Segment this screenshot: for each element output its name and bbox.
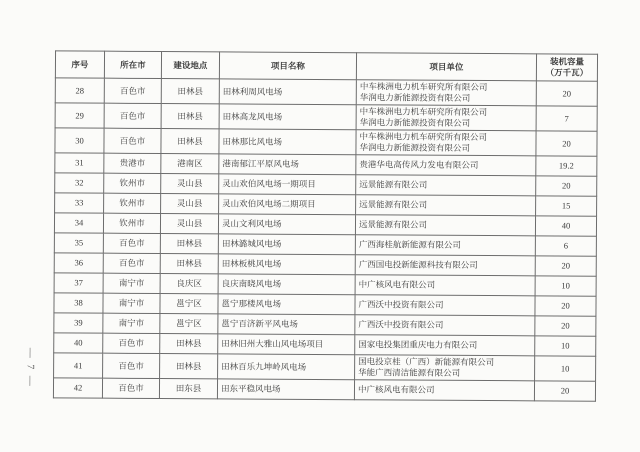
cell-location: 邕宁区 — [160, 294, 218, 314]
cell-city: 钦州市 — [103, 213, 160, 233]
cell-capacity: 20 — [534, 381, 595, 401]
cell-city: 钦州市 — [104, 193, 161, 213]
cell-seq-no: 37 — [54, 273, 103, 293]
header-project-name: 项目名称 — [219, 52, 356, 80]
cell-project-unit: 国电投京桂（广西）新能源有限公司 华能广西清洁能源有限公司 — [355, 355, 535, 381]
table-row — [55, 128, 597, 156]
cell-project-unit: 中车株洲电力机车研究所有限公司 华润电力新能源投资有限公司 — [356, 130, 536, 156]
cell-location: 良庆区 — [160, 274, 218, 294]
cell-seq-no: 32 — [55, 173, 104, 193]
cell-city: 百色市 — [104, 78, 161, 103]
table-body — [53, 78, 597, 401]
cell-project-name: 港南郁江平原风电场 — [219, 154, 356, 175]
cell-location: 田林县 — [160, 354, 218, 379]
header-project-unit: 项目单位 — [356, 53, 536, 81]
cell-seq-no: 36 — [54, 253, 103, 273]
cell-city: 南宁市 — [103, 273, 160, 293]
cell-project-name: 灵山欢伯风电场二期项目 — [219, 194, 356, 215]
table-row — [55, 103, 597, 131]
cell-location: 田林县 — [160, 234, 218, 254]
cell-capacity: 10 — [535, 356, 596, 381]
cell-project-unit: 广西海桂航新能源有限公司 — [355, 235, 535, 256]
table-row — [54, 353, 596, 381]
cell-project-name: 田林潞城风电场 — [218, 234, 355, 255]
cell-capacity: 20 — [536, 81, 597, 106]
header-city: 所在市 — [104, 51, 161, 78]
cell-seq-no: 40 — [54, 333, 103, 353]
cell-seq-no: 33 — [55, 193, 104, 213]
header-capacity: 装机容量 （万千瓦） — [536, 54, 597, 81]
cell-project-name: 灵山文利风电场 — [218, 214, 355, 235]
cell-city: 南宁市 — [103, 293, 160, 313]
cell-capacity: 19.2 — [536, 156, 597, 176]
cell-seq-no: 30 — [55, 128, 104, 153]
cell-project-name: 田林板桃风电场 — [218, 254, 355, 275]
wind-projects-table — [53, 50, 598, 401]
cell-location: 田林县 — [161, 104, 219, 129]
cell-project-name: 田林百乐九坤岭风电场 — [218, 354, 355, 380]
cell-capacity: 6 — [535, 236, 596, 256]
cell-city: 百色市 — [102, 378, 159, 398]
cell-project-unit: 广西国电投新能源科技有限公司 — [355, 255, 535, 276]
cell-capacity: 40 — [535, 216, 596, 236]
header-seq-no: 序号 — [55, 51, 104, 78]
cell-capacity: 7 — [536, 106, 597, 131]
cell-seq-no: 41 — [54, 353, 103, 378]
cell-project-unit: 贵港华电高传风力发电有限公司 — [356, 155, 536, 176]
cell-project-unit: 广西沃中投资有限公司 — [355, 295, 535, 316]
cell-project-unit: 中广核风电有限公司 — [355, 275, 535, 296]
cell-project-name: 邕宁百济新平风电场 — [218, 314, 355, 335]
cell-city: 百色市 — [103, 253, 160, 273]
cell-location: 田林县 — [161, 129, 219, 154]
cell-city: 百色市 — [103, 353, 160, 378]
cell-location: 田林县 — [161, 79, 219, 104]
cell-capacity: 20 — [535, 316, 596, 336]
cell-project-unit: 国家电投集团重庆电力有限公司 — [355, 335, 535, 356]
table-header-row — [55, 51, 597, 81]
cell-location: 田林县 — [160, 334, 218, 354]
cell-project-name: 田东平稳风电场 — [217, 379, 354, 400]
cell-project-name: 田林旧州大雅山风电场项目 — [218, 334, 355, 355]
cell-location: 灵山县 — [160, 214, 218, 234]
cell-project-name: 良庆南晓风电场 — [218, 274, 355, 295]
cell-project-unit: 中车株洲电力机车研究所有限公司 华润电力新能源投资有限公司 — [356, 80, 536, 106]
cell-seq-no: 28 — [55, 78, 104, 103]
cell-seq-no: 29 — [55, 103, 104, 128]
cell-capacity: 15 — [536, 196, 597, 216]
cell-location: 港南区 — [161, 154, 219, 174]
cell-city: 百色市 — [103, 333, 160, 353]
cell-capacity: 20 — [536, 176, 597, 196]
cell-seq-no: 38 — [54, 293, 103, 313]
cell-location: 灵山县 — [161, 194, 219, 214]
cell-city: 百色市 — [103, 233, 160, 253]
cell-capacity: 20 — [535, 256, 596, 276]
cell-location: 田林县 — [160, 254, 218, 274]
cell-project-unit: 远景能源有限公司 — [355, 215, 535, 236]
cell-seq-no: 39 — [54, 313, 103, 333]
cell-project-name: 田林高龙风电场 — [219, 104, 356, 130]
cell-location: 田东县 — [159, 379, 217, 399]
cell-city: 百色市 — [104, 103, 161, 128]
cell-city: 百色市 — [104, 128, 161, 153]
cell-capacity: 10 — [535, 276, 596, 296]
cell-project-unit: 中广核风电有限公司 — [354, 380, 534, 401]
cell-capacity: 20 — [535, 296, 596, 316]
cell-project-unit: 广西沃中投资有限公司 — [355, 315, 535, 336]
cell-city: 南宁市 — [103, 313, 160, 333]
cell-location: 灵山县 — [161, 174, 219, 194]
cell-city: 贵港市 — [104, 153, 161, 173]
cell-project-unit: 中车株洲电力机车研究所有限公司 华润电力新能源投资有限公司 — [356, 105, 536, 131]
cell-project-unit: 远景能源有限公司 — [356, 195, 536, 216]
cell-capacity: 10 — [535, 336, 596, 356]
cell-project-unit: 远景能源有限公司 — [356, 175, 536, 196]
cell-project-name: 灵山欢伯风电场一期项目 — [219, 174, 356, 195]
cell-seq-no: 31 — [55, 153, 104, 173]
cell-capacity: 20 — [536, 131, 597, 156]
cell-seq-no: 34 — [54, 213, 103, 233]
cell-location: 邕宁区 — [160, 314, 218, 334]
cell-project-name: 田林利周风电场 — [219, 79, 356, 105]
cell-project-name: 邕宁那楼风电场 — [218, 294, 355, 315]
cell-project-name: 田林那比风电场 — [219, 129, 356, 155]
cell-city: 钦州市 — [104, 173, 161, 193]
page-number: — 7 — — [24, 347, 36, 388]
table-row — [53, 378, 595, 401]
table-row — [55, 78, 597, 106]
cell-seq-no: 42 — [53, 378, 102, 398]
header-location: 建设地点 — [161, 52, 219, 79]
cell-seq-no: 35 — [54, 233, 103, 253]
